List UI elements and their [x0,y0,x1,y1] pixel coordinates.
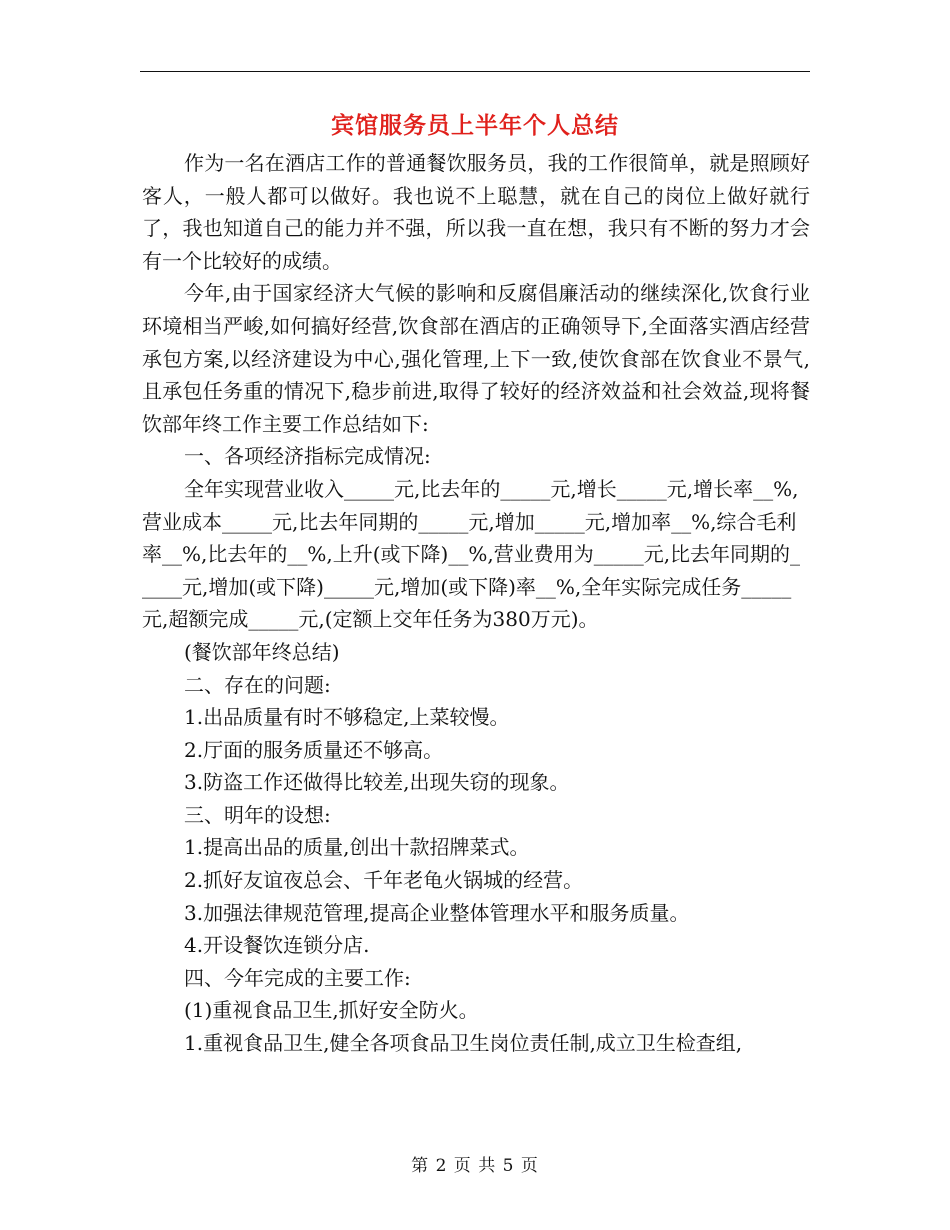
section-heading-work: 四、今年完成的主要工作: [184,965,411,990]
list-item: 2.厅面的服务质量还不够高。 [184,737,444,762]
paragraph-note: (餐饮部年终总结) [184,639,340,664]
section-heading-indicators: 一、各项经济指标完成情况: [184,444,431,469]
list-item: 2.抓好友谊夜总会、千年老龟火锅城的经营。 [184,868,584,893]
paragraph-intro: 作为一名在酒店工作的普通餐饮服务员，我的工作很简单，就是照顾好客人，一般人都可以做好。我也说不上聪慧，就在自己的岗位上做好就行了，我也知道自己的能力并不强，所以我一直在想，我只有不断的努力才会有一个比较好的成绩。 [142,151,810,273]
list-item: 1.重视食品卫生,健全各项食品卫生岗位责任制,成立卫生检查组, [184,1031,743,1056]
list-item: 3.加强法律规范管理,提高企业整体管理水平和服务质量。 [184,900,690,925]
paragraph-overview: 今年,由于国家经济大气候的影响和反腐倡廉活动的继续深化,饮食行业环境相当严峻,如何搞好经营,饮食部在酒店的正确领导下,全面落实酒店经营承包方案,以经济建设为中心,强化管理,上下一致,使饮食部在饮食业不景气,且承包任务重的情况下,稳步前进,取得了较好的经济效益和社会效益,现将餐饮部年终工作主要工作总结如下: [142,281,810,436]
paragraph-indicators: 全年实现营业收入_____元,比去年的_____元,增长_____元,增长率__%,营业成本_____元,比去年同期的_____元,增加_____元,增加率__%,综合毛利率__%,比去年的__%,上升(或下降)__%,营业费用为_____元,比去年同期的_____元,增加(或下降)_____元,增加(或下降)率__%,全年实际完成任务_____元,超额完成_____元,(定额上交年任务为380万元)。 [142,476,801,632]
document-title: 宾馆服务员上半年个人总结 [331,112,619,139]
subsection-heading: (1)重视食品卫生,抓好安全防火。 [184,998,479,1023]
header-rule [140,71,810,72]
list-item: 1.出品质量有时不够稳定,上菜较慢。 [184,705,510,730]
list-item: 4.开设餐饮连锁分店. [184,933,370,958]
document-body [142,147,810,1060]
list-item: 3.防盗工作还做得比较差,出现失窃的现象。 [184,770,570,795]
page-number: 第 2 页 共 5 页 [411,1156,539,1176]
list-item: 1.提高出品的质量,创出十款招牌菜式。 [184,835,530,860]
section-heading-problems: 二、存在的问题: [184,672,331,697]
section-heading-plans: 三、明年的设想: [184,802,331,827]
